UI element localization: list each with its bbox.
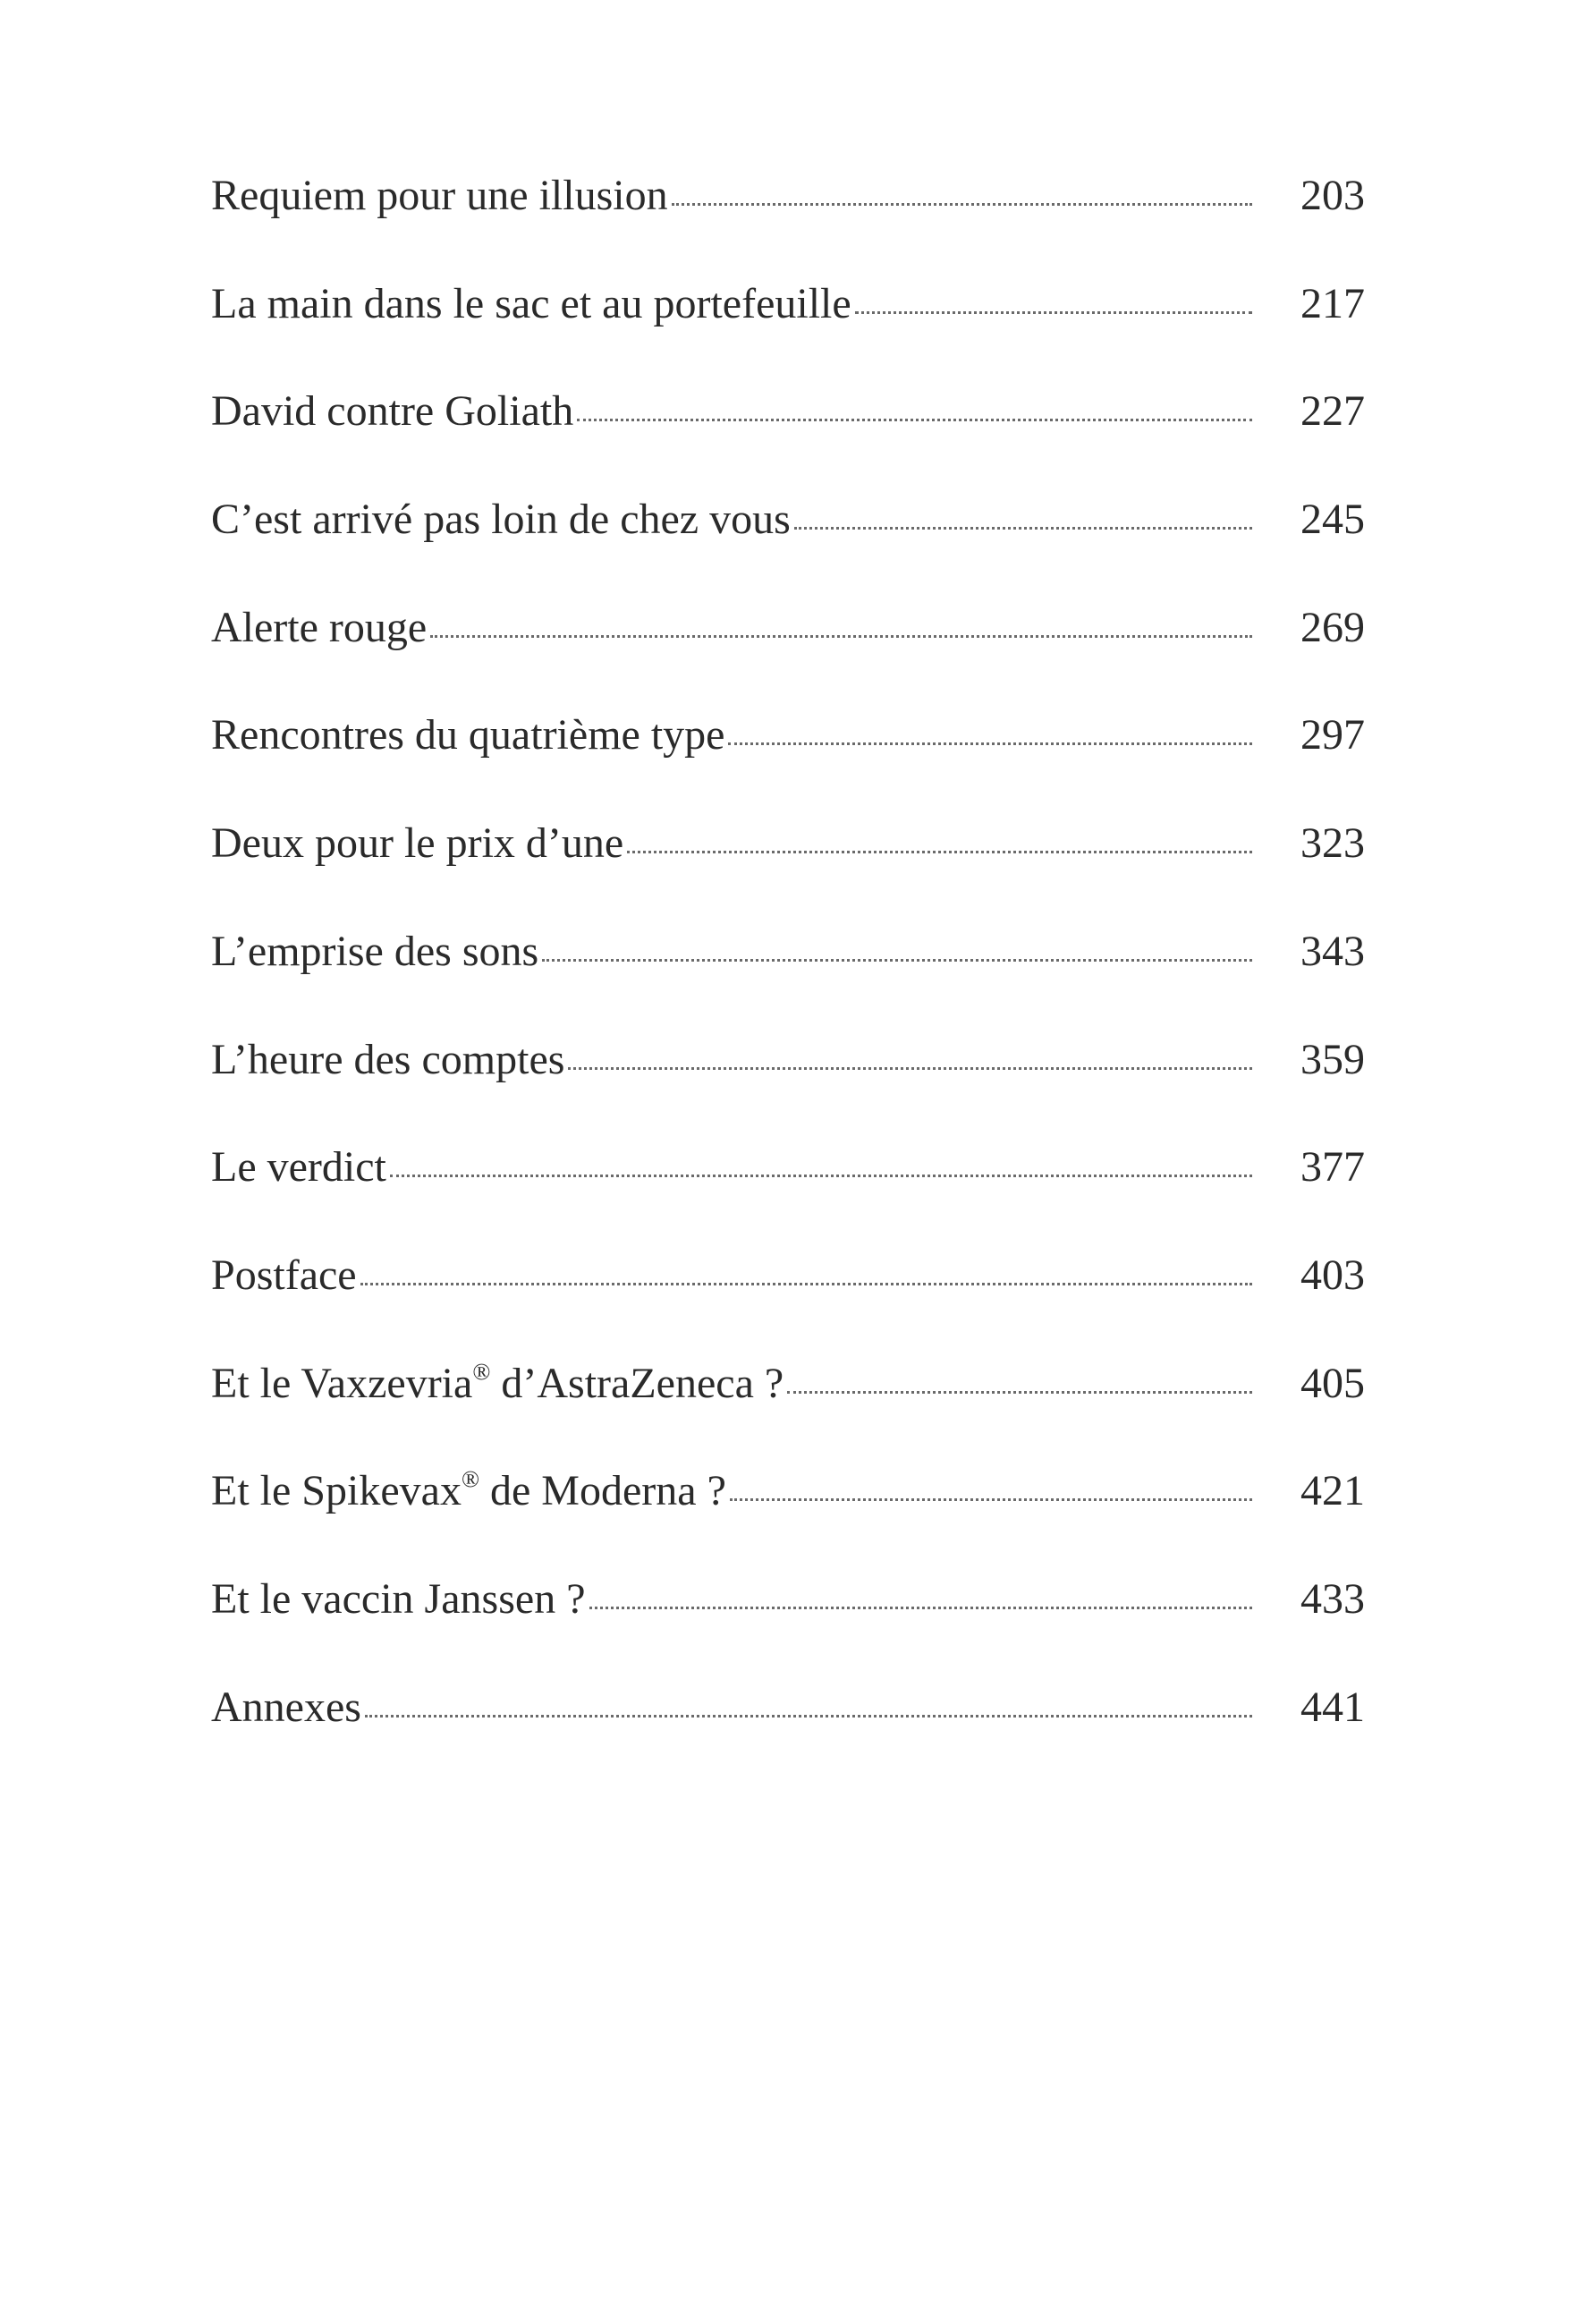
- toc-entry-page-number: 245: [1300, 496, 1365, 544]
- toc-entry-title: Rencontres du quatrième type: [211, 711, 725, 759]
- toc-entry: [211, 603, 1365, 715]
- toc-entry-page-number: 343: [1300, 927, 1365, 975]
- toc-entry-page-number: 421: [1300, 1467, 1365, 1515]
- dot-leader: [360, 1283, 1252, 1285]
- toc-entry-title: L’heure des comptes: [211, 1035, 565, 1083]
- toc-entry-page-number: 359: [1300, 1035, 1365, 1083]
- toc-entry-title: La main dans le sac et au portefeuille: [211, 279, 851, 327]
- toc-entry-title: Annexes: [211, 1683, 361, 1731]
- dot-leader: [430, 635, 1252, 638]
- toc-entry-page-number: 403: [1300, 1251, 1365, 1299]
- toc-entry-page-number: 405: [1300, 1359, 1365, 1407]
- dot-leader: [542, 959, 1252, 962]
- dot-leader: [589, 1607, 1253, 1609]
- toc-entry: [211, 174, 1365, 283]
- toc-entry-title: L’emprise des sons: [211, 927, 539, 975]
- toc-entry-page-number: 217: [1300, 279, 1365, 327]
- toc-entry: [211, 1251, 1365, 1362]
- toc-entry: [211, 711, 1365, 822]
- dot-leader: [627, 851, 1252, 853]
- toc-entry-page-number: 441: [1300, 1683, 1365, 1731]
- toc-entry-title: Le verdict: [211, 1143, 386, 1192]
- toc-entry-page-number: 227: [1300, 387, 1365, 436]
- toc-entry: [211, 1683, 1365, 1794]
- toc-entry-page-number: 323: [1300, 819, 1365, 868]
- toc-entry: [211, 1143, 1365, 1254]
- toc-entry-page-number: 377: [1300, 1143, 1365, 1192]
- toc-entry-title: Et le vaccin Janssen ?: [211, 1574, 586, 1623]
- dot-leader: [390, 1175, 1252, 1177]
- dot-leader: [365, 1715, 1252, 1718]
- dot-leader: [794, 527, 1252, 530]
- toc-entry-page-number: 433: [1300, 1574, 1365, 1623]
- toc-entry-title: Et le Vaxzevria® d’AstraZeneca ?: [211, 1357, 784, 1407]
- toc-entry-page-number: 269: [1300, 603, 1365, 651]
- toc-entry: [211, 927, 1365, 1039]
- dot-leader: [728, 742, 1252, 745]
- toc-entry: [211, 1035, 1365, 1147]
- toc-entry: [211, 1465, 1365, 1578]
- toc-entry-page-number: 203: [1300, 172, 1365, 219]
- table-of-contents: [211, 174, 1365, 1794]
- toc-entry-title: David contre Goliath: [211, 387, 574, 436]
- toc-entry: [211, 819, 1365, 930]
- toc-entry-title: C’est arrivé pas loin de chez vous: [211, 496, 791, 544]
- toc-entry: [211, 1357, 1365, 1471]
- toc-entry-title: Alerte rouge: [211, 603, 428, 651]
- toc-entry-title: Et le Spikevax® de Moderna ?: [211, 1465, 726, 1515]
- dot-leader: [787, 1391, 1252, 1394]
- toc-entry: [211, 1574, 1365, 1686]
- toc-entry-title: Postface: [211, 1251, 357, 1299]
- toc-entry: [211, 279, 1365, 391]
- dot-leader: [577, 419, 1252, 421]
- toc-entry-title: Deux pour le prix d’une: [211, 819, 624, 868]
- dot-leader: [568, 1067, 1252, 1070]
- dot-leader: [672, 203, 1252, 206]
- dot-leader: [855, 311, 1252, 314]
- toc-entry: [211, 498, 1365, 606]
- toc-entry-title: Requiem pour une illusion: [211, 172, 668, 219]
- toc-entry-page-number: 297: [1300, 711, 1365, 759]
- toc-entry: [211, 387, 1365, 498]
- dot-leader: [730, 1498, 1252, 1501]
